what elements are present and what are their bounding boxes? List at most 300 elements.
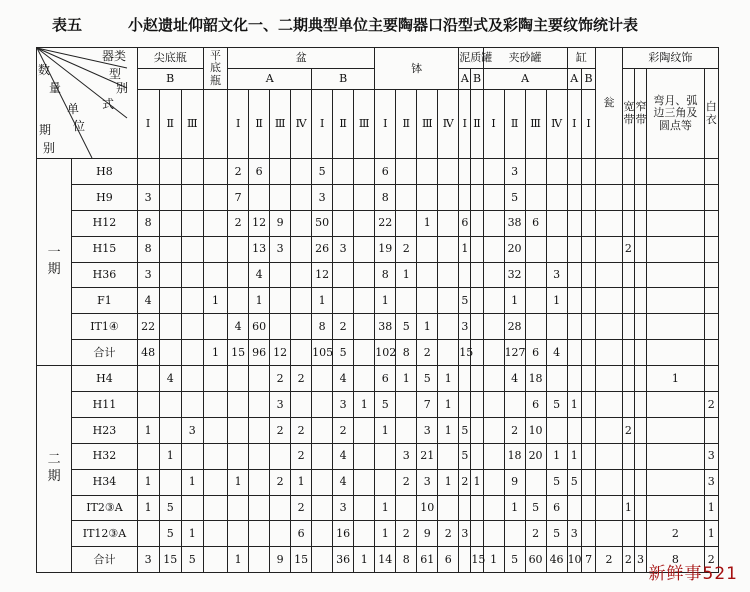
table-cell <box>525 288 546 314</box>
table-cell <box>581 184 595 210</box>
table-cell: 4 <box>333 443 354 469</box>
corner-label-qilei: 器类 <box>102 49 127 63</box>
table-row <box>37 547 719 573</box>
group-yi: 瓮 <box>596 48 623 159</box>
table-cell: 2 <box>596 547 623 573</box>
caitao-kuandai-label: 宽带 <box>623 99 635 126</box>
table-cell: 6 <box>459 210 471 236</box>
table-cell: 1 <box>291 469 312 495</box>
table-cell: 60 <box>525 547 546 573</box>
table-cell: 1 <box>504 495 525 521</box>
table-cell: 8 <box>137 236 159 262</box>
table-cell <box>567 340 581 366</box>
table-cell <box>354 521 375 547</box>
table-cell: 3 <box>417 469 438 495</box>
table-cell <box>546 159 567 185</box>
table-cell <box>483 521 504 547</box>
table-cell <box>596 314 623 340</box>
corner-label-shu: 数 <box>38 63 51 77</box>
table-cell: 10 <box>567 547 581 573</box>
table-cell <box>504 392 525 418</box>
group-jiashaguan: 夹砂罐 <box>483 48 567 69</box>
table-cell <box>459 392 471 418</box>
table-cell <box>249 443 270 469</box>
table-cell <box>525 469 546 495</box>
table-cell <box>567 210 581 236</box>
table-cell: 15 <box>159 547 181 573</box>
table-cell: 1 <box>137 469 159 495</box>
table-cell <box>483 210 504 236</box>
group-pen: 盆 <box>228 48 375 69</box>
table-cell <box>203 262 227 288</box>
table-cell <box>622 288 634 314</box>
table-cell <box>581 495 595 521</box>
table-cell: 3 <box>137 262 159 288</box>
table-cell: 2 <box>704 392 718 418</box>
table-cell <box>704 417 718 443</box>
table-cell <box>634 184 646 210</box>
table-cell: 5 <box>181 547 203 573</box>
table-cell: 3 <box>333 392 354 418</box>
table-cell: 1 <box>203 340 227 366</box>
table-caption <box>52 14 638 35</box>
table-cell <box>354 366 375 392</box>
table-cell: 5 <box>546 521 567 547</box>
table-cell: 2 <box>396 236 417 262</box>
table-cell: 5 <box>159 495 181 521</box>
table-row <box>37 288 719 314</box>
table-cell <box>228 443 249 469</box>
table-cell: 1 <box>354 392 375 418</box>
table-cell <box>581 159 595 185</box>
table-row <box>37 366 719 392</box>
table-cell: 60 <box>249 314 270 340</box>
table-row <box>37 184 719 210</box>
table-cell <box>417 288 438 314</box>
table-cell: 3 <box>504 159 525 185</box>
table-cell <box>647 417 704 443</box>
unit-label: H23 <box>72 417 137 443</box>
statistics-table <box>36 47 719 573</box>
table-cell <box>291 288 312 314</box>
table-cell: 15 <box>459 340 471 366</box>
table-cell: 105 <box>312 340 333 366</box>
table-cell <box>525 314 546 340</box>
table-cell <box>181 262 203 288</box>
table-cell <box>546 210 567 236</box>
table-cell <box>291 210 312 236</box>
table-cell <box>622 159 634 185</box>
corner-label-xing: 型 <box>109 67 122 81</box>
table-cell <box>181 288 203 314</box>
table-cell <box>634 159 646 185</box>
table-cell: 8 <box>137 210 159 236</box>
table-cell: 1 <box>622 495 634 521</box>
table-cell <box>581 443 595 469</box>
table-cell: 5 <box>546 392 567 418</box>
table-cell: 1 <box>647 366 704 392</box>
table-cell: 2 <box>622 417 634 443</box>
table-cell: 4 <box>228 314 249 340</box>
table-cell: 1 <box>228 547 249 573</box>
type-pen-b: B <box>312 69 375 90</box>
subtype-label: Ⅱ <box>396 90 417 159</box>
table-cell <box>137 366 159 392</box>
table-cell <box>159 262 181 288</box>
table-cell <box>567 184 581 210</box>
table-cell <box>704 366 718 392</box>
table-cell: 26 <box>312 236 333 262</box>
table-cell <box>438 262 459 288</box>
table-cell <box>546 366 567 392</box>
table-cell <box>159 159 181 185</box>
table-cell <box>504 521 525 547</box>
table-cell <box>438 288 459 314</box>
table-cell <box>203 495 227 521</box>
table-cell: 28 <box>504 314 525 340</box>
table-cell <box>159 340 181 366</box>
table-cell <box>137 159 159 185</box>
table-cell: 3 <box>704 443 718 469</box>
table-cell: 2 <box>417 340 438 366</box>
table-cell: 3 <box>137 547 159 573</box>
table-cell: 21 <box>417 443 438 469</box>
table-cell <box>525 184 546 210</box>
unit-label: ⅠT12③A <box>72 521 137 547</box>
table-cell <box>647 495 704 521</box>
unit-label: 合计 <box>72 340 137 366</box>
table-cell: 14 <box>375 547 396 573</box>
table-cell: 2 <box>396 469 417 495</box>
table-cell <box>181 210 203 236</box>
table-cell <box>249 547 270 573</box>
table-cell <box>291 262 312 288</box>
table-cell <box>249 495 270 521</box>
table-cell: 38 <box>504 210 525 236</box>
table-cell <box>483 314 504 340</box>
table-cell: 102 <box>375 340 396 366</box>
table-cell <box>228 392 249 418</box>
table-cell <box>704 210 718 236</box>
corner-label-bie2: 别 <box>43 141 56 155</box>
table-cell <box>483 159 504 185</box>
table-cell <box>704 184 718 210</box>
table-cell <box>137 392 159 418</box>
group-pingdiping-label: 平底瓶 <box>210 48 222 87</box>
subtype-label: Ⅰ <box>228 90 249 159</box>
table-cell <box>249 366 270 392</box>
table-cell: 7 <box>417 392 438 418</box>
subtype-label: Ⅱ <box>159 90 181 159</box>
table-cell: 2 <box>525 521 546 547</box>
table-cell <box>647 469 704 495</box>
table-cell: 1 <box>312 288 333 314</box>
table-cell: 1 <box>375 417 396 443</box>
table-cell: 20 <box>525 443 546 469</box>
table-cell <box>291 340 312 366</box>
table-cell <box>181 495 203 521</box>
subtype-label: Ⅰ <box>459 90 471 159</box>
table-cell: 1 <box>375 495 396 521</box>
table-cell: 5 <box>375 392 396 418</box>
table-cell <box>181 184 203 210</box>
table-cell <box>249 417 270 443</box>
table-cell <box>634 288 646 314</box>
table-cell <box>333 262 354 288</box>
table-cell: 5 <box>459 288 471 314</box>
unit-label: H36 <box>72 262 137 288</box>
table-cell <box>483 262 504 288</box>
corner-label-dan: 单 <box>67 102 80 116</box>
table-cell <box>567 366 581 392</box>
table-cell <box>567 236 581 262</box>
table-cell: 2 <box>396 521 417 547</box>
table-cell <box>181 443 203 469</box>
table-cell <box>249 521 270 547</box>
table-cell <box>634 236 646 262</box>
table-cell <box>438 314 459 340</box>
table-cell <box>375 469 396 495</box>
table-cell <box>483 236 504 262</box>
table-cell <box>622 366 634 392</box>
table-cell: 3 <box>417 417 438 443</box>
table-cell: 5 <box>525 495 546 521</box>
table-cell <box>581 417 595 443</box>
table-cell <box>396 288 417 314</box>
subtype-label: Ⅱ <box>471 90 483 159</box>
table-cell <box>312 547 333 573</box>
table-cell <box>622 314 634 340</box>
table-cell <box>459 547 471 573</box>
table-cell <box>567 288 581 314</box>
table-cell: 22 <box>137 314 159 340</box>
table-cell <box>181 392 203 418</box>
table-cell <box>525 262 546 288</box>
stats-table-wrapper <box>36 47 718 571</box>
table-cell <box>471 236 483 262</box>
table-cell <box>471 443 483 469</box>
table-cell: 2 <box>647 521 704 547</box>
table-cell <box>159 184 181 210</box>
type-jiashaguan-a: A <box>483 69 567 90</box>
table-cell <box>581 236 595 262</box>
table-cell <box>647 392 704 418</box>
table-cell: 32 <box>504 262 525 288</box>
table-row <box>37 443 719 469</box>
table-cell <box>291 392 312 418</box>
table-cell: 3 <box>396 443 417 469</box>
table-cell <box>471 210 483 236</box>
table-cell: 3 <box>137 184 159 210</box>
table-cell: 6 <box>375 366 396 392</box>
table-cell: 36 <box>333 547 354 573</box>
table-cell <box>438 495 459 521</box>
table-cell <box>312 495 333 521</box>
table-cell: 3 <box>704 469 718 495</box>
table-cell <box>596 417 623 443</box>
table-cell <box>567 159 581 185</box>
table-cell <box>704 288 718 314</box>
table-cell: 12 <box>270 340 291 366</box>
subtype-label: Ⅳ <box>291 90 312 159</box>
table-cell <box>291 184 312 210</box>
table-cell: 18 <box>504 443 525 469</box>
table-cell <box>596 392 623 418</box>
table-cell <box>581 210 595 236</box>
subtype-label: Ⅱ <box>249 90 270 159</box>
type-nizhiguan-a: A <box>459 69 471 90</box>
corner-label-wei: 位 <box>73 119 86 133</box>
table-cell: 22 <box>375 210 396 236</box>
table-cell <box>417 262 438 288</box>
unit-label: H32 <box>72 443 137 469</box>
table-cell <box>203 210 227 236</box>
table-cell: 3 <box>546 262 567 288</box>
table-cell: 5 <box>459 417 471 443</box>
header-row-1 <box>37 48 719 69</box>
table-cell <box>471 262 483 288</box>
table-cell: 1 <box>137 417 159 443</box>
table-cell <box>581 469 595 495</box>
table-cell <box>354 288 375 314</box>
table-cell: 3 <box>270 236 291 262</box>
table-cell: 1 <box>203 288 227 314</box>
table-cell: 3 <box>312 184 333 210</box>
table-cell: 6 <box>438 547 459 573</box>
table-cell <box>228 262 249 288</box>
table-cell: 5 <box>396 314 417 340</box>
table-cell <box>354 417 375 443</box>
table-cell <box>438 184 459 210</box>
subtype-label: Ⅳ <box>438 90 459 159</box>
table-cell <box>438 443 459 469</box>
table-cell <box>203 469 227 495</box>
table-cell <box>203 366 227 392</box>
group-gang: 缸 <box>567 48 596 69</box>
table-cell <box>634 469 646 495</box>
table-cell <box>438 236 459 262</box>
table-cell <box>270 443 291 469</box>
subtype-label: Ⅰ <box>567 90 581 159</box>
caitao-zhaidai <box>634 69 646 159</box>
table-cell <box>291 236 312 262</box>
table-cell <box>596 521 623 547</box>
table-cell <box>228 521 249 547</box>
table-cell <box>459 495 471 521</box>
table-cell: 3 <box>181 417 203 443</box>
unit-label: 合计 <box>72 547 137 573</box>
table-cell: 2 <box>438 521 459 547</box>
table-cell: 5 <box>567 469 581 495</box>
table-cell <box>291 159 312 185</box>
table-cell: 5 <box>546 469 567 495</box>
table-cell: 12 <box>312 262 333 288</box>
table-cell: 2 <box>333 417 354 443</box>
table-cell <box>622 521 634 547</box>
table-cell: 5 <box>504 184 525 210</box>
table-cell: 20 <box>504 236 525 262</box>
table-cell: 1 <box>417 210 438 236</box>
table-cell: 2 <box>228 210 249 236</box>
table-cell <box>634 314 646 340</box>
table-cell: 8 <box>375 184 396 210</box>
table-cell <box>333 288 354 314</box>
table-number: 表五 <box>52 16 83 34</box>
table-row <box>37 340 719 366</box>
table-cell <box>333 210 354 236</box>
table-cell: 5 <box>459 443 471 469</box>
subtype-label: Ⅲ <box>525 90 546 159</box>
table-cell: 15 <box>291 547 312 573</box>
table-cell: 1 <box>546 443 567 469</box>
table-cell <box>471 495 483 521</box>
table-cell: 1 <box>181 469 203 495</box>
subtype-label: Ⅰ <box>581 90 595 159</box>
table-cell <box>333 184 354 210</box>
table-cell <box>596 159 623 185</box>
table-cell <box>483 288 504 314</box>
table-cell <box>634 340 646 366</box>
table-cell <box>622 210 634 236</box>
unit-label: ⅠT1④ <box>72 314 137 340</box>
table-cell <box>354 236 375 262</box>
subtype-label: Ⅰ <box>312 90 333 159</box>
table-cell <box>203 392 227 418</box>
table-cell <box>471 417 483 443</box>
table-cell <box>270 314 291 340</box>
table-cell <box>354 262 375 288</box>
table-cell: 8 <box>647 547 704 573</box>
type-gang-b: B <box>581 69 595 90</box>
table-cell <box>596 340 623 366</box>
table-cell <box>249 184 270 210</box>
table-cell <box>159 392 181 418</box>
table-cell <box>270 262 291 288</box>
table-cell: 9 <box>270 210 291 236</box>
period-label: 一 期 <box>37 159 72 366</box>
table-cell: 2 <box>291 417 312 443</box>
table-cell <box>203 159 227 185</box>
table-cell: 2 <box>270 366 291 392</box>
table-cell: 3 <box>567 521 581 547</box>
caitao-baiyi <box>704 69 718 159</box>
table-cell: 6 <box>525 340 546 366</box>
table-cell <box>203 314 227 340</box>
unit-label: H4 <box>72 366 137 392</box>
unit-label: H12 <box>72 210 137 236</box>
table-cell <box>647 184 704 210</box>
table-cell: 15 <box>228 340 249 366</box>
table-cell <box>203 547 227 573</box>
table-cell <box>396 159 417 185</box>
table-cell: 3 <box>270 392 291 418</box>
table-row <box>37 521 719 547</box>
table-cell <box>704 262 718 288</box>
table-cell: 38 <box>375 314 396 340</box>
table-cell <box>459 366 471 392</box>
table-cell: 3 <box>634 547 646 573</box>
table-cell: 12 <box>249 210 270 236</box>
table-cell <box>622 392 634 418</box>
table-cell: 5 <box>159 521 181 547</box>
table-cell <box>634 366 646 392</box>
table-cell: 9 <box>270 547 291 573</box>
table-cell <box>647 262 704 288</box>
table-cell: 1 <box>181 521 203 547</box>
table-cell <box>417 184 438 210</box>
table-cell <box>596 262 623 288</box>
table-cell: 5 <box>312 159 333 185</box>
